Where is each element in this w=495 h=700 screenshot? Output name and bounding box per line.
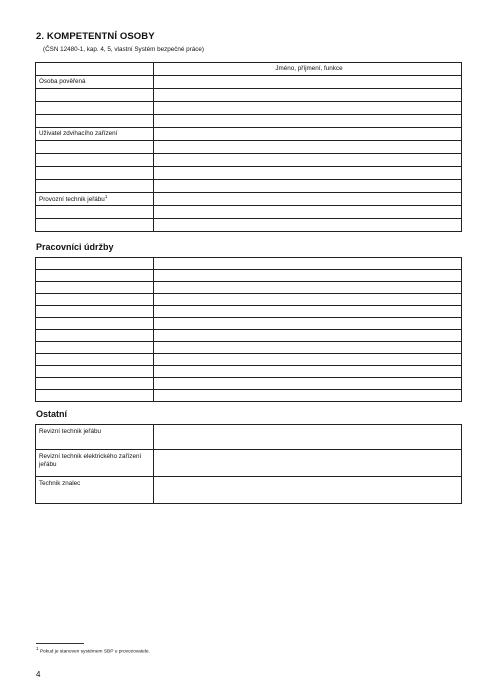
table-row xyxy=(36,193,462,206)
table-cell[interactable] xyxy=(36,258,154,270)
table-cell[interactable] xyxy=(36,141,154,154)
footnote-mark: 1 xyxy=(36,646,39,651)
other-table xyxy=(35,424,462,504)
table-cell[interactable] xyxy=(154,219,462,232)
table-cell[interactable] xyxy=(154,141,462,154)
table-cell[interactable] xyxy=(154,378,462,390)
page-number: 4 xyxy=(36,670,41,679)
table-cell[interactable] xyxy=(154,425,462,450)
footnote xyxy=(36,646,150,655)
table-row xyxy=(36,306,462,318)
table-row xyxy=(36,89,462,102)
table-cell[interactable] xyxy=(154,102,462,115)
table-row xyxy=(36,390,462,402)
table-cell[interactable] xyxy=(154,193,462,206)
table-row xyxy=(36,330,462,342)
table-cell[interactable] xyxy=(154,342,462,354)
table-cell[interactable] xyxy=(154,450,462,477)
table-cell[interactable] xyxy=(36,354,154,366)
other-heading: Ostatní xyxy=(36,409,68,419)
table-cell[interactable] xyxy=(154,477,462,504)
table-cell[interactable] xyxy=(154,180,462,193)
table-row xyxy=(36,128,462,141)
table-row xyxy=(36,180,462,193)
table-cell[interactable] xyxy=(154,89,462,102)
table-cell[interactable] xyxy=(36,342,154,354)
table-cell[interactable] xyxy=(154,354,462,366)
table-row xyxy=(36,294,462,306)
table-cell[interactable] xyxy=(154,76,462,89)
table-row xyxy=(36,102,462,115)
table-cell[interactable] xyxy=(36,366,154,378)
table-row xyxy=(36,219,462,232)
table-cell[interactable] xyxy=(36,270,154,282)
row-label-revizni-technik: Revizní technik jeřábu xyxy=(36,425,154,450)
table-cell[interactable] xyxy=(154,258,462,270)
table-cell[interactable] xyxy=(36,167,154,180)
table-cell[interactable] xyxy=(154,294,462,306)
table-cell[interactable] xyxy=(36,102,154,115)
table-cell[interactable] xyxy=(36,89,154,102)
table-cell[interactable] xyxy=(36,390,154,402)
table-cell[interactable] xyxy=(36,318,154,330)
table-cell[interactable] xyxy=(36,154,154,167)
table-row xyxy=(36,258,462,270)
table-cell[interactable] xyxy=(36,294,154,306)
table-row xyxy=(36,450,462,477)
competent-persons-table xyxy=(35,62,462,232)
table-row xyxy=(36,318,462,330)
footnote-divider xyxy=(36,643,84,644)
table-cell[interactable] xyxy=(154,154,462,167)
table-cell[interactable] xyxy=(154,366,462,378)
maintenance-heading: Pracovníci údržby xyxy=(36,242,114,252)
table-cell[interactable] xyxy=(154,128,462,141)
table-cell[interactable] xyxy=(154,115,462,128)
table-row xyxy=(36,342,462,354)
table-cell[interactable] xyxy=(154,282,462,294)
table-row xyxy=(36,76,462,89)
table-cell xyxy=(36,63,154,76)
table-row xyxy=(36,378,462,390)
row-label-osoba-poverena: Osoba pověřená xyxy=(36,76,154,89)
row-label-uzivatel: Uživatel zdvihacího zařízení xyxy=(36,128,154,141)
section-subtitle: (ČSN 12480-1, kap. 4, 5, vlastní Systém bezpečné práce) xyxy=(43,46,205,53)
table-cell[interactable] xyxy=(36,180,154,193)
section-title: 2. KOMPETENTNÍ OSOBY xyxy=(36,31,155,42)
row-label-technik-znalec: Technik znalec xyxy=(36,477,154,504)
row-label-provozni-technik xyxy=(36,193,154,206)
table-cell[interactable] xyxy=(36,378,154,390)
table-cell[interactable] xyxy=(154,206,462,219)
table-row xyxy=(36,63,462,76)
table-cell[interactable] xyxy=(154,167,462,180)
table-cell[interactable] xyxy=(36,306,154,318)
footnote-text: Pokud je stanoven systémem SBP u provozovatele. xyxy=(39,649,150,655)
table-cell[interactable] xyxy=(154,318,462,330)
table-cell[interactable] xyxy=(36,219,154,232)
row-label-text: Provozní technik jeřábu xyxy=(39,196,105,204)
table-row xyxy=(36,425,462,450)
table-cell[interactable] xyxy=(36,115,154,128)
table-row xyxy=(36,270,462,282)
table-row xyxy=(36,115,462,128)
table-cell[interactable] xyxy=(154,390,462,402)
column-header: Jméno, příjmení, funkce xyxy=(154,63,462,76)
table-cell[interactable] xyxy=(154,330,462,342)
table-row xyxy=(36,206,462,219)
table-cell[interactable] xyxy=(36,206,154,219)
table-cell[interactable] xyxy=(36,282,154,294)
table-cell[interactable] xyxy=(36,330,154,342)
table-row xyxy=(36,354,462,366)
table-row xyxy=(36,282,462,294)
row-label-revizni-technik-elektro: Revizní technik elektrického zařízení jeřábu xyxy=(36,450,154,477)
footnote-mark: 1 xyxy=(104,194,108,200)
maintenance-table xyxy=(35,257,462,402)
table-cell[interactable] xyxy=(154,270,462,282)
table-row xyxy=(36,167,462,180)
table-row xyxy=(36,366,462,378)
table-row xyxy=(36,154,462,167)
table-row xyxy=(36,477,462,504)
table-row xyxy=(36,141,462,154)
table-cell[interactable] xyxy=(154,306,462,318)
